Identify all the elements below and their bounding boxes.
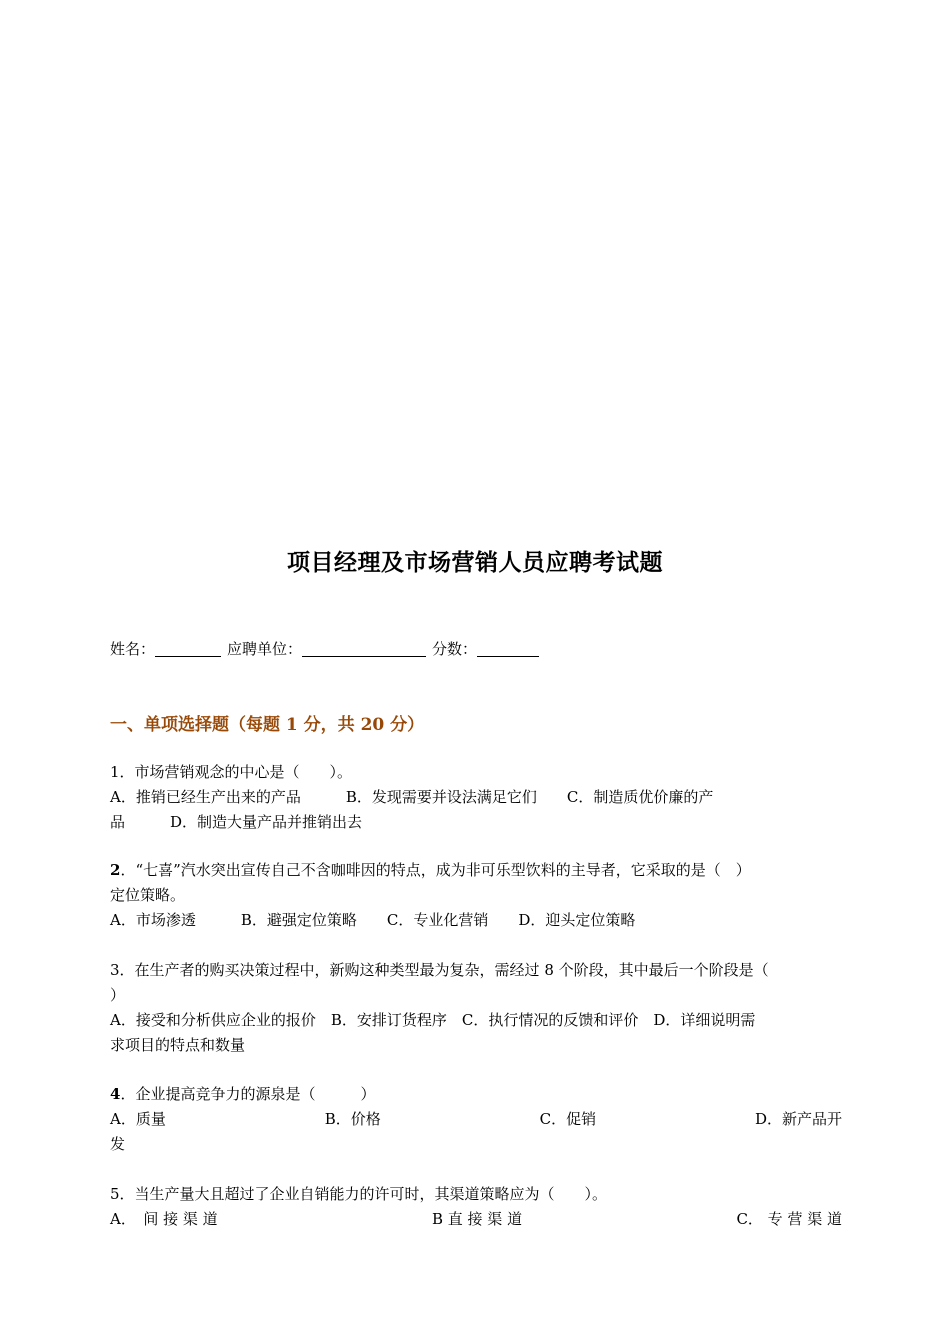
question-5 bbox=[110, 1182, 842, 1232]
question-options-cont: 求项目的特点和数量 bbox=[110, 1036, 246, 1054]
question-stem: 1．市场营销观念的中心是（ ）。 bbox=[110, 763, 353, 781]
question-options: A．接受和分析供应企业的报价 B．安排订货程序 C．执行情况的反馈和评价 D．详细说明需 bbox=[110, 1011, 756, 1029]
question-stem bbox=[110, 858, 842, 883]
option-c: C． 专 营 渠 道 bbox=[736, 1210, 842, 1228]
question-stem-text: ．企业提高竞争力的源泉是（ ） bbox=[120, 1085, 376, 1103]
option-b: B．价格 bbox=[324, 1110, 381, 1128]
question-stem-text: ．“七喜”汽水突出宣传自己不含咖啡因的特点，成为非可乐型饮料的主导者，它采取的是（ ） bbox=[120, 861, 751, 879]
question-options-cont: 发 bbox=[110, 1135, 126, 1153]
question-stem: 5．当生产量大且超过了企业自销能力的许可时，其渠道策略应为（ ）。 bbox=[110, 1185, 608, 1203]
option-c: C．促销 bbox=[539, 1110, 597, 1128]
question-stem bbox=[110, 1082, 842, 1107]
question-stem-cont: 定位策略。 bbox=[110, 886, 186, 904]
question-stem-cont: ） bbox=[110, 986, 126, 1004]
option-b: B 直 接 渠 道 bbox=[431, 1210, 523, 1228]
question-options: A．推销已经生产出来的产品 B．发现需要并设法满足它们 C．制造质优价廉的产 bbox=[110, 788, 714, 806]
question-options-cont: 品 D．制造大量产品并推销出去 bbox=[110, 813, 363, 831]
option-a: A． 间 接 渠 道 bbox=[110, 1210, 218, 1228]
question-4 bbox=[110, 1082, 842, 1157]
name-blank[interactable] bbox=[155, 641, 221, 657]
option-a: A．质量 bbox=[110, 1110, 166, 1128]
question-options bbox=[110, 1107, 842, 1132]
unit-blank[interactable] bbox=[302, 641, 426, 657]
option-d: D．新产品开 bbox=[754, 1110, 842, 1128]
question-stem: 3．在生产者的购买决策过程中，新购这种类型最为复杂，需经过 8 个阶段，其中最后一个阶段是（ bbox=[110, 961, 769, 979]
question-2 bbox=[110, 858, 842, 933]
unit-label: 应聘单位： bbox=[227, 640, 303, 658]
score-blank[interactable] bbox=[477, 641, 539, 657]
section-heading-single-choice: 一、单项选择题（每题 1 分，共 20 分） bbox=[110, 715, 425, 735]
question-1 bbox=[110, 760, 842, 835]
question-number: 2 bbox=[110, 861, 121, 879]
candidate-info-line bbox=[110, 638, 545, 659]
question-options: A．市场渗透 B．避强定位策略 C．专业化营销 D．迎头定位策略 bbox=[110, 911, 636, 929]
question-number: 4 bbox=[110, 1085, 121, 1103]
question-3 bbox=[110, 958, 842, 1058]
page-title: 项目经理及市场营销人员应聘考试题 bbox=[287, 550, 663, 576]
score-label: 分数： bbox=[432, 640, 478, 658]
name-label: 姓名： bbox=[110, 640, 156, 658]
question-options bbox=[110, 1207, 842, 1232]
